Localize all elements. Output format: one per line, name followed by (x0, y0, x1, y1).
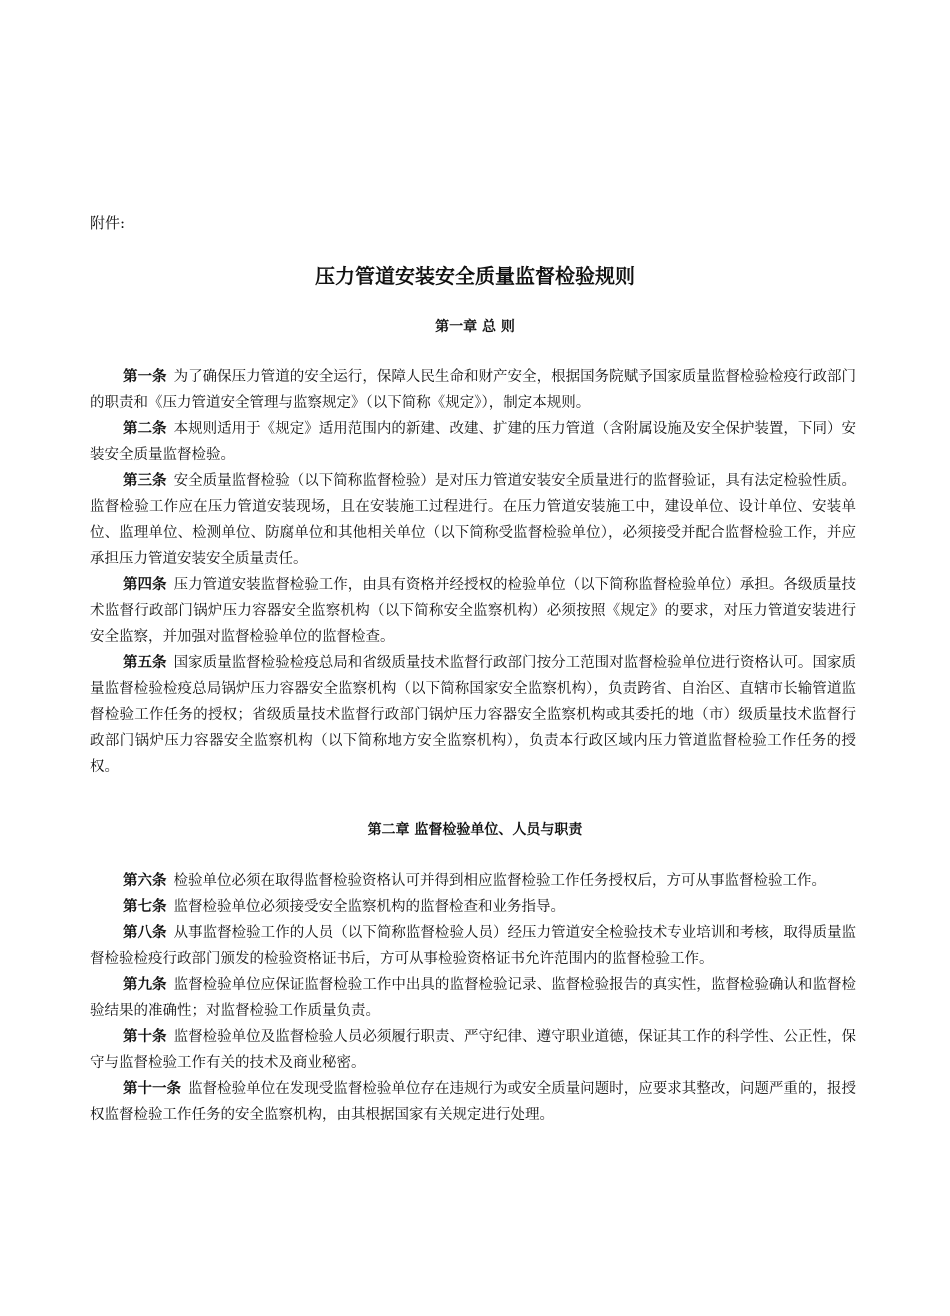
article-4 (90, 572, 856, 650)
article-number: 第五条 (123, 655, 167, 671)
article-text: 本规则适用于《规定》适用范围内的新建、改建、扩建的压力管道（含附属设施及安全保护装置，下同）安装安全质量监督检验。 (90, 421, 856, 463)
article-text: 国家质量监督检验检疫总局和省级质量技术监督行政部门按分工范围对监督检验单位进行资格认可。国家质量监督检验检疫总局锅炉压力容器安全监察机构（以下简称国家安全监察机构），负责跨省、自治区、直辖市长输管道监督检验工作任务的授权；省级质量技术监督行政部门锅炉压力容器安全监察机构或其委托的地（市）级质量技术监督行政部门锅炉压力容器安全监察机构（以下简称地方安全监察机构），负责本行政区域内压力管道监督检验工作任务的授权。 (90, 655, 856, 775)
article-number: 第三条 (123, 473, 167, 489)
article-6 (90, 868, 856, 894)
article-text: 监督检验单位必须接受安全监察机构的监督检查和业务指导。 (173, 899, 565, 915)
article-number: 第十一条 (123, 1081, 182, 1097)
article-7 (90, 894, 856, 920)
article-10 (90, 1024, 856, 1076)
article-text: 监督检验单位应保证监督检验工作中出具的监督检验记录、监督检验报告的真实性，监督检验确认和监督检验结果的准确性；对监督检验工作质量负责。 (90, 977, 856, 1019)
article-text: 监督检验单位及监督检验人员必须履行职责、严守纪律、遵守职业道德，保证其工作的科学性、公正性，保守与监督检验工作有关的技术及商业秘密。 (90, 1029, 856, 1071)
article-5 (90, 650, 856, 780)
article-2 (90, 416, 856, 468)
article-8 (90, 920, 856, 972)
article-number: 第七条 (123, 899, 167, 915)
article-text: 检验单位必须在取得监督检验资格认可并得到相应监督检验工作任务授权后，方可从事监督检验工作。 (173, 873, 826, 889)
chapter-1-articles (90, 364, 856, 780)
article-number: 第八条 (123, 925, 167, 941)
article-number: 第十条 (123, 1029, 167, 1045)
article-text: 为了确保压力管道的安全运行，保障人民生命和财产安全，根据国务院赋予国家质量监督检验检疫行政部门的职责和《压力管道安全管理与监察规定》（以下简称《规定》），制定本规则。 (90, 369, 856, 411)
attachment-label: 附件: (90, 214, 126, 232)
article-text: 从事监督检验工作的人员（以下简称监督检验人员）经压力管道安全检验技术专业培训和考核，取得质量监督检验检疫行政部门颁发的检验资格证书后，方可从事检验资格证书允许范围内的监督检验工作。 (90, 925, 856, 967)
article-text: 监督检验单位在发现受监督检验单位存在违规行为或安全质量问题时，应要求其整改，问题严重的，报授权监督检验工作任务的安全监察机构，由其根据国家有关规定进行处理。 (90, 1081, 857, 1123)
document-title: 压力管道安装安全质量监督检验规则 (315, 264, 635, 288)
article-number: 第二条 (123, 421, 167, 437)
article-number: 第四条 (123, 577, 167, 593)
article-11 (90, 1076, 856, 1128)
article-text: 安全质量监督检验（以下简称监督检验）是对压力管道安装安全质量进行的监督验证，具有法定检验性质。监督检验工作应在压力管道安装现场，且在安装施工过程进行。在压力管道安装施工中，建设单位、设计单位、安装单位、监理单位、检测单位、防腐单位和其他相关单位（以下简称受监督检验单位），必须接受并配合监督检验工作，并应承担压力管道安装安全质量责任。 (90, 473, 856, 567)
article-9 (90, 972, 856, 1024)
article-3 (90, 468, 856, 572)
article-number: 第九条 (123, 977, 167, 993)
chapter-2-articles (90, 868, 856, 1128)
chapter-2-heading: 第二章 监督检验单位、人员与职责 (367, 822, 583, 838)
article-text: 压力管道安装监督检验工作，由具有资格并经授权的检验单位（以下简称监督检验单位）承担。各级质量技术监督行政部门锅炉压力容器安全监察机构（以下简称安全监察机构）必须按照《规定》的要求，对压力管道安装进行安全监察，并加强对监督检验单位的监督检查。 (90, 577, 856, 645)
article-number: 第一条 (123, 369, 167, 385)
article-1 (90, 364, 856, 416)
chapter-1-heading: 第一章 总 则 (435, 319, 515, 335)
article-number: 第六条 (123, 873, 167, 889)
